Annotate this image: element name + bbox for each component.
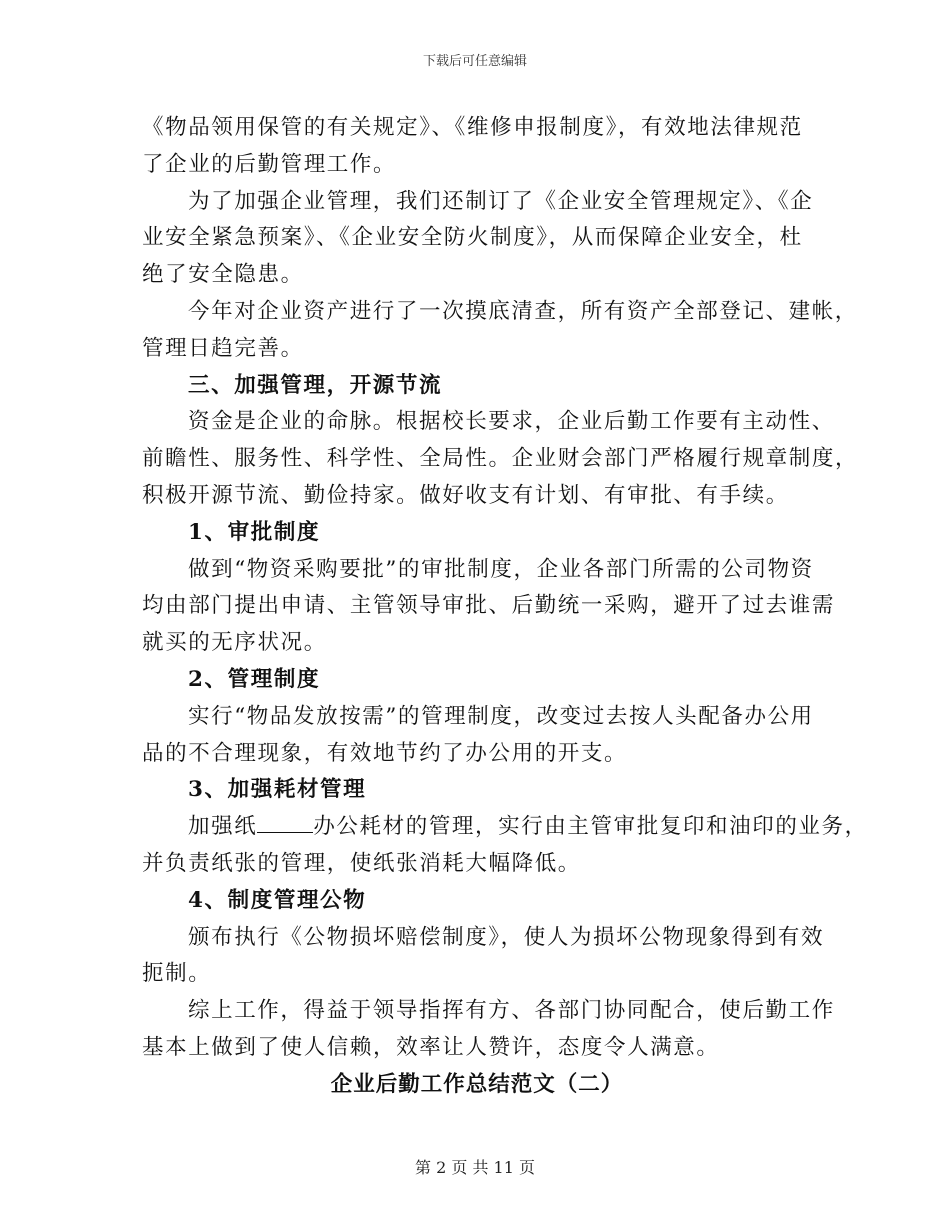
paragraph-line: 扼制。 [142,961,212,987]
section-heading: 三、加强管理，开源节流 [188,372,443,398]
paragraph-line: 均由部门提出申请、主管领导审批、后勤统一采购，避开了过去谁需 [142,593,836,619]
paragraph-line: 了企业的后勤管理工作。 [142,151,397,177]
paragraph-line: 管理日趋完善。 [142,335,304,361]
paragraph-line: 做到“物资采购要批”的审批制度，企业各部门所需的公司物资 [188,556,814,582]
paragraph-line: 就买的无序状况。 [142,630,327,656]
paragraph-line: 为了加强企业管理，我们还制订了《企业安全管理规定》、《企 [188,188,814,214]
paragraph-line: 资金是企业的命脉。根据校长要求，企业后勤工作要有主动性、 [188,409,835,435]
paragraph-line: 基本上做到了使人信赖，效率让人赞许，态度令人满意。 [142,1034,720,1060]
blank-underline [257,814,313,833]
subsection-heading: 2、管理制度 [188,666,321,692]
paragraph-line: 品的不合理现象，有效地节约了办公用的开支。 [142,740,628,766]
page-footer: 第 2 页 共 11 页 [415,1158,535,1177]
paragraph-line: 业安全紧急预案》、《企业安全防火制度》，从而保障企业安全，杜 [142,225,803,251]
document-title: 企业后勤工作总结范文（二） [330,1071,624,1097]
paragraph-line: 颁布执行《公物损坏赔偿制度》，使人为损坏公物现象得到有效 [188,924,825,950]
paragraph-line: 积极开源节流、勤俭持家。做好收支有计划、有审批、有手续。 [142,482,789,508]
line-segment: 加强纸 [188,814,258,840]
paragraph-line: 《物品领用保管的有关规定》、《维修申报制度》，有效地法律规范 [142,115,803,140]
paragraph-line: 实行“物品发放按需”的管理制度，改变过去按人头配备办公用 [188,703,814,729]
paragraph-line: 综上工作，得益于领导指挥有方、各部门协同配合，使后勤工作 [188,998,835,1024]
paragraph-line [142,809,868,846]
line-segment: 办公耗材的管理，实行由主管审批复印和油印的业务， [313,814,868,840]
subsection-heading: 4、制度管理公物 [188,887,367,913]
paragraph-line: 今年对企业资产进行了一次摸底清查，所有资产全部登记、建帐， [188,298,858,324]
paragraph-line: 并负责纸张的管理，使纸张消耗大幅降低。 [142,850,581,876]
subsection-heading: 1、审批制度 [188,519,321,545]
document-body [142,110,868,1104]
subsection-heading: 3、加强耗材管理 [188,777,367,803]
paragraph-line: 绝了安全隐患。 [142,262,304,288]
paragraph-line: 前瞻性、服务性、科学性、全局性。企业财会部门严格履行规章制度， [142,446,859,472]
page-header: 下载后可任意编辑 [422,54,527,69]
